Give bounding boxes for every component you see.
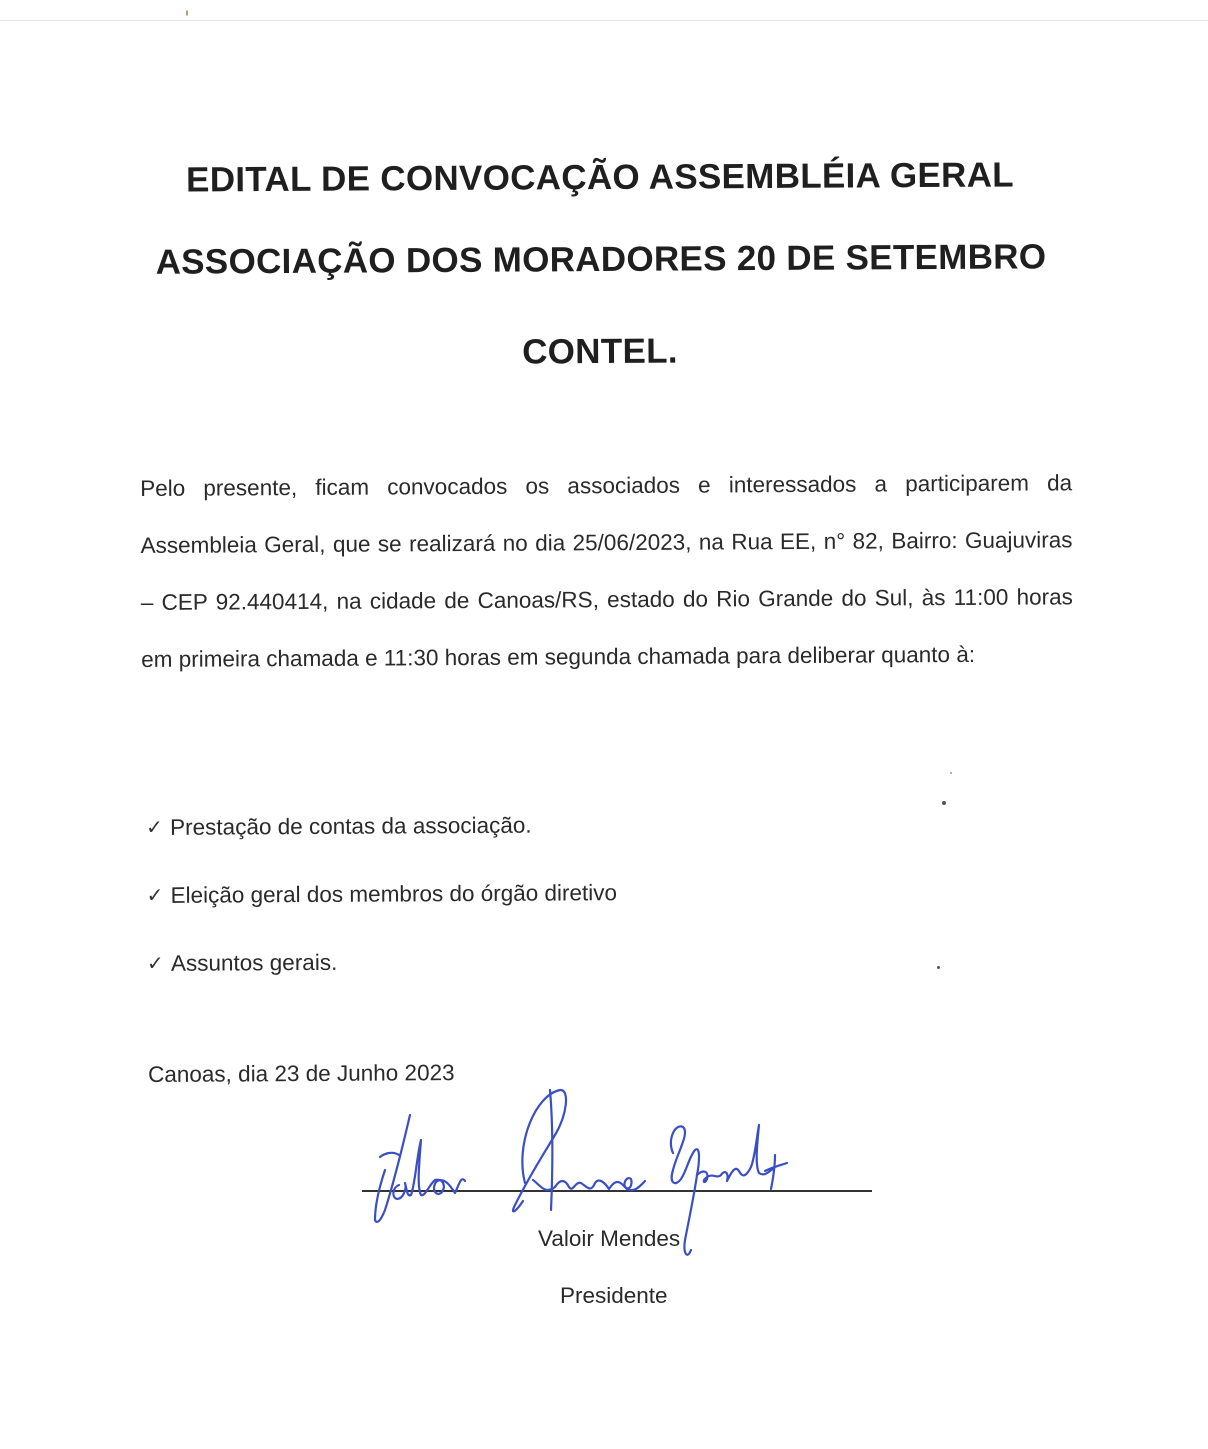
agenda-item — [147, 940, 847, 1012]
agenda-item-label: Assuntos gerais. — [170, 949, 338, 976]
agenda-item — [146, 872, 846, 944]
place-and-date: Canoas, dia 23 de Junho 2023 — [148, 1060, 455, 1087]
agenda-item-label: Prestação de contas da associação. — [170, 812, 532, 840]
scan-speck — [937, 966, 940, 969]
scan-speck — [186, 10, 188, 16]
scan-edge-line — [0, 20, 1208, 21]
agenda-item-label: Eleição geral dos membros do órgão diretivo — [170, 880, 618, 908]
convocation-paragraph: Pelo presente, ficam convocados os associados e interessados a participarem da Assembleia Geral, que se realizará no dia 25/06/2023, na Rua EE, n° 82, Bairro: Guajuviras – CEP 92.440414, na cidade de Canoas/RS, estado do Rio Grande do Sul, às 11:00 horas em primeira chamada e 11:30 horas em segunda chamada para deliberar quanto à: — [140, 470, 1073, 672]
title-line-2: ASSOCIAÇÃO DOS MORADORES 20 DE SETEMBRO — [155, 237, 1047, 282]
agenda-list — [146, 804, 847, 1012]
signer-role: Presidente — [560, 1283, 668, 1308]
scan-speck — [950, 772, 952, 774]
check-icon: ✓ — [146, 884, 164, 907]
scan-speck — [942, 801, 946, 805]
agenda-item — [146, 804, 846, 876]
signer-name: Valoir Mendes — [538, 1226, 681, 1251]
check-icon: ✓ — [146, 816, 163, 839]
title-line-1: EDITAL DE CONVOCAÇÃO ASSEMBLÉIA GERAL — [185, 155, 1015, 200]
title-line-3: CONTEL. — [522, 331, 678, 372]
check-icon: ✓ — [146, 952, 164, 975]
